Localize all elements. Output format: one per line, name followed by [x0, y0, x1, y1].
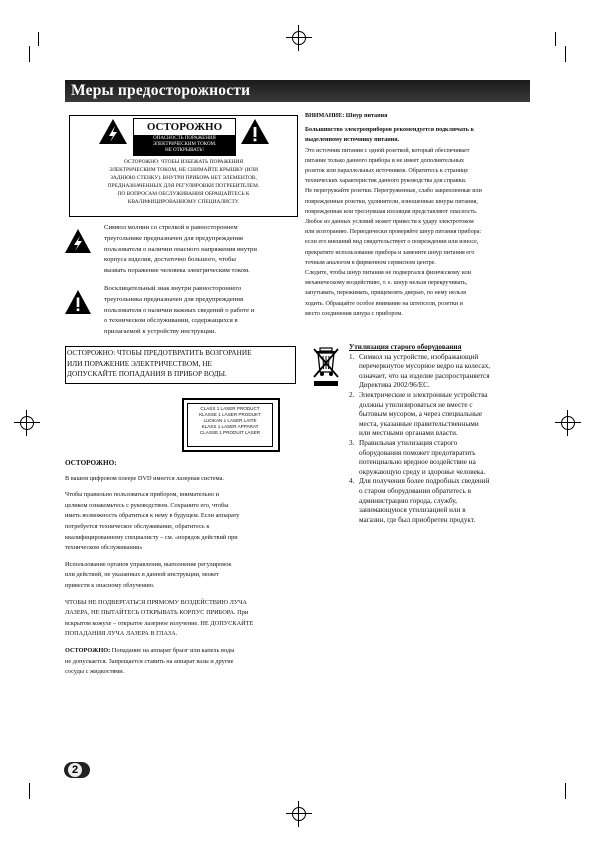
laser-label-line: KLASS 1 LASER APPARAT [201, 424, 259, 429]
text-line: ЛАЗЕРА, НЕ ПЫТАЙТЕСЬ ОТКРЫВАТЬ КОРПУС ПРИБОРА. При [65, 609, 249, 617]
page-title: Меры предосторожности [71, 82, 251, 99]
registration-mark [555, 410, 581, 436]
text-line: иметь возможность обратиться к нему в будущем. Если аппарату [65, 512, 240, 520]
list-item [349, 477, 534, 525]
text-line: Любое из данных условий может привести к удару электротоком [305, 219, 474, 226]
caution-text-line: ЭЛЕКТРИЧЕСКИМ ТОКОМ, НЕ СНИМАЙТЕ КРЫШКУ (ИЛИ [109, 167, 258, 173]
list-item [349, 391, 534, 439]
caution-text [76, 158, 291, 206]
laser-warning-paragraph [65, 598, 300, 640]
text-line: окружающую среду и здоровье человека. [359, 467, 486, 476]
power-bold-paragraph [305, 125, 533, 145]
fire-warning-text [67, 348, 294, 380]
usage-paragraph [65, 490, 300, 554]
text-line: Директива 2002/96/EC. [359, 381, 430, 390]
list-item-text [359, 391, 488, 439]
text-line: поврежденная или треснувшая изоляция представляют опасность. [305, 208, 478, 215]
crop-mark [565, 46, 566, 62]
disposal-section [349, 343, 534, 525]
caution-text-line: КВАЛИФИЦИРОВАННОМУ СПЕЦИАЛИСТУ. [127, 199, 240, 205]
power-body [305, 146, 533, 319]
text-line: ОСТОРОЖНО: ЧТОБЫ ПРЕДОТВРАТИТЬ ВОЗГОРАНИЕ [67, 348, 252, 357]
caution-box [69, 115, 298, 217]
page-number: 2 [68, 763, 82, 777]
text-line: Для получения более подробных сведений [359, 477, 490, 486]
disposal-heading: Утилизация старого оборудования [349, 343, 462, 351]
text-line: Чтобы правильно пользоваться прибором, внимательно и [65, 491, 219, 499]
text-line: должны утилизироваться не вместе с [359, 400, 473, 409]
text-line: или возгоранию. Периодически проверяйте шнур питания прибора: [305, 229, 482, 236]
caution-text-line: ПРЕДНАЗНАЧЕННЫХ ДЛЯ РЕГУЛИРОВКИ ПОТРЕБИТЕЛЕМ. [107, 183, 260, 189]
text-line: выделенному источнику питания. [305, 137, 400, 144]
list-item-text [359, 439, 485, 477]
text-line: не допускается. Запрещается ставить на аппарат вазы и другие [65, 657, 234, 665]
text-line: Большинство электроприборов рекомендуется подключать к [305, 127, 474, 134]
text-line: о старом оборудовании обратитесь в [359, 486, 471, 495]
crop-mark [555, 32, 556, 46]
text-line: ходить. Обращайте особое внимание на штепсели, розетки и [305, 300, 463, 307]
text-line: Восклицательный знак внутри равностороннего [104, 285, 242, 292]
text-line: точным аналогом в фирменном сервисном центре. [305, 259, 436, 266]
text-line: треугольника предназначен для предупреждения [104, 295, 244, 303]
text-line: или действий, не указанных в данной инструкции, может [65, 571, 219, 579]
laser-label-line: KLASSE 1 LASER PRODUKT [199, 412, 261, 417]
text-line: Использование органов управления, выполнение регулировок [65, 560, 232, 568]
text-line: сосуды с жидкостями. [65, 668, 125, 676]
exclamation-triangle-icon [240, 118, 270, 145]
laser-label-line: CLASS 1 LASER PRODUCT [200, 406, 260, 411]
text-line: Символ на устройстве, изображающий [359, 352, 479, 361]
list-item-text [359, 477, 489, 525]
text-line: прекратите использование прибора и замените шнур питания его [305, 249, 475, 256]
list-item-text [359, 353, 490, 391]
disposal-list [349, 353, 534, 526]
text-line: ПОПАДАНИЯ ЛУЧА ЛАЗЕРА В ГЛАЗА. [65, 630, 178, 638]
controls-paragraph [65, 560, 300, 592]
text-line: потребуется техническое обслуживание, обратитесь к [65, 522, 210, 530]
text-line: Следите, чтобы шнур питания не подвергался физическому или [305, 270, 472, 277]
laser-caution-section [65, 458, 300, 678]
list-item [349, 439, 534, 477]
list-number: 1. [349, 352, 355, 361]
exclamation-triangle-icon [64, 289, 92, 315]
lightning-symbol-description [104, 223, 299, 277]
text-line: потенциально вредное воздействие на [359, 458, 476, 467]
laser-label-line: CLASSE 1 PRODUIT LASER [199, 430, 261, 435]
caution-heading: ОСТОРОЖНО: [65, 459, 117, 467]
registration-mark [286, 25, 312, 51]
text-line: Электрические и электронные устройства [359, 390, 488, 399]
text-line: пользователя о наличии важных сведений о работе и [104, 306, 255, 314]
section-header-bar [65, 80, 530, 102]
shock-warning-banner [133, 135, 236, 156]
text-line: оборудования поможет предотвратить [359, 448, 476, 457]
text-line: квалифицированному специалисту – см. «порядок действий при [65, 533, 238, 541]
crop-mark [29, 783, 30, 799]
text-line: магазин, где был приобретен продукт. [359, 515, 476, 524]
text-line: о техническом обслуживании, содержащихся в [104, 317, 238, 325]
text-line: перечеркнутое мусорное ведро на колесах, [359, 362, 491, 371]
caution-label: ОСТОРОЖНО [133, 118, 236, 136]
text-line: ИЛИ ПОРАЖЕНИЕ ЭЛЕКТРИЧЕСТВОМ, НЕ [67, 358, 213, 368]
bold-lead: ОСТОРОЖНО: [65, 646, 111, 654]
laser-product-label [182, 398, 280, 452]
power-heading: ВНИМАНИЕ: Шнур питания [305, 113, 388, 119]
water-paragraph [65, 646, 300, 678]
shock-warning-line: НЕ ОТКРЫВАТЬ! [165, 148, 204, 153]
text-line: техническом обслуживании» [65, 544, 143, 552]
text-line: механическому воздействию, т. е. шнур нельзя перекручивать, [305, 280, 468, 287]
text-line: ДОПУСКАЙТЕ ПОПАДАНИЯ В ПРИБОР ВОДЫ. [67, 369, 227, 378]
text-line: означает, что на изделие распространяется [359, 371, 490, 380]
text-line: корпуса изделия, достаточно большого, чтобы [104, 256, 236, 264]
lightning-triangle-icon [98, 118, 128, 145]
text-line: технических характеристик данного руководства для справки. [305, 178, 467, 185]
crop-mark [38, 32, 39, 46]
text-line: запутывать, пережимать, прищемлять дверью, по нему нельзя [305, 290, 466, 297]
fire-warning-box [65, 346, 296, 384]
crossed-bin-icon [311, 346, 341, 388]
text-line: Не перегружайте розетки. Перегруженные, слабо закрепленные или [305, 188, 482, 195]
text-line: целиком ознакомьтесь с руководством. Сохраните его, чтобы [65, 501, 229, 509]
text-line: питание только данного прибора и не имеет дополнительных [305, 157, 465, 164]
text-line: бытовым мусором, а через специальные [359, 410, 483, 419]
caution-text-line: ОСТОРОЖНО: ЧТОБЫ ИЗБЕЖАТЬ ПОРАЖЕНИЯ [123, 159, 244, 165]
lightning-triangle-icon [64, 228, 92, 254]
shock-warning-line: ЭЛЕКТРИЧЕСКИМ ТОКОМ. [152, 142, 217, 147]
text-line: поврежденные розетки, удлинители, изношенные шнуры питания, [305, 198, 478, 205]
crop-mark [29, 46, 30, 62]
text-line: розеток или параллельных источников. Обратитесь к странице [305, 168, 469, 175]
text-line: Это источник питания с одной розеткой, который обеспечивает [305, 147, 470, 154]
list-number: 2. [349, 390, 355, 399]
power-cord-section [305, 111, 533, 319]
laser-intro: В вашем цифровом плеере DVD имеется лазерная система. [65, 474, 224, 482]
list-number: 3. [349, 438, 355, 447]
caution-text-line: ЗАДНЮЮ СТЕНКУ). ВНУТРИ ПРИБОРА НЕТ ЭЛЕМЕНТОВ, [110, 175, 257, 181]
text-line: занимающуюся утилизацией или в [359, 506, 466, 515]
text-line: если его внешний вид свидетельствует о повреждении или износе, [305, 239, 479, 246]
text-line: ЧТОБЫ НЕ ПОДВЕРГАТЬСЯ ПРЯМОМУ ВОЗДЕЙСТВИЮ ЛУЧА [65, 598, 247, 606]
list-item [349, 353, 534, 391]
laser-label-line: LUOKAN 1 LASER LAITE [203, 418, 257, 423]
exclamation-symbol-description [104, 284, 299, 338]
laser-label-text [187, 403, 273, 447]
text-line: место соединения шнура с прибором. [305, 310, 403, 317]
registration-mark [14, 410, 40, 436]
text-line: прилагаемой к устройству инструкции. [104, 328, 217, 336]
text-line: Правильная утилизация старого [359, 438, 458, 447]
text-line: пользователя о наличии опасного напряжения внутри [104, 245, 257, 253]
text-line: администрацию города, службу, [359, 496, 457, 505]
registration-mark [286, 801, 312, 827]
text-line: места, указанные правительственными [359, 419, 479, 428]
line-rest: Попадание на аппарат брызг или капель воды [110, 646, 235, 654]
text-line: вызвать поражение человека электрическим током. [104, 267, 250, 275]
shock-warning-line: ОПАСНОСТЬ ПОРАЖЕНИЯ [153, 136, 216, 141]
text-line: или местными органами власти. [359, 429, 458, 438]
caution-text-line: ПО ВОПРОСАМ ОБСЛУЖИВАНИЯ ОБРАЩАЙТЕСЬ К [117, 191, 250, 197]
list-number: 4. [349, 477, 355, 486]
text-line: вскрытом кожухе – открытое лазерное излучение. НЕ ДОПУСКАЙТЕ [65, 619, 254, 627]
text-line: треугольнике предназначен для предупреждения [104, 234, 243, 242]
text-line: Символ молнии со стрелкой в равностороннем [104, 224, 238, 231]
text-line [65, 646, 300, 657]
crop-mark [565, 783, 566, 799]
text-line: привести к опасному облучению. [65, 581, 155, 589]
page-number-badge [64, 762, 90, 778]
